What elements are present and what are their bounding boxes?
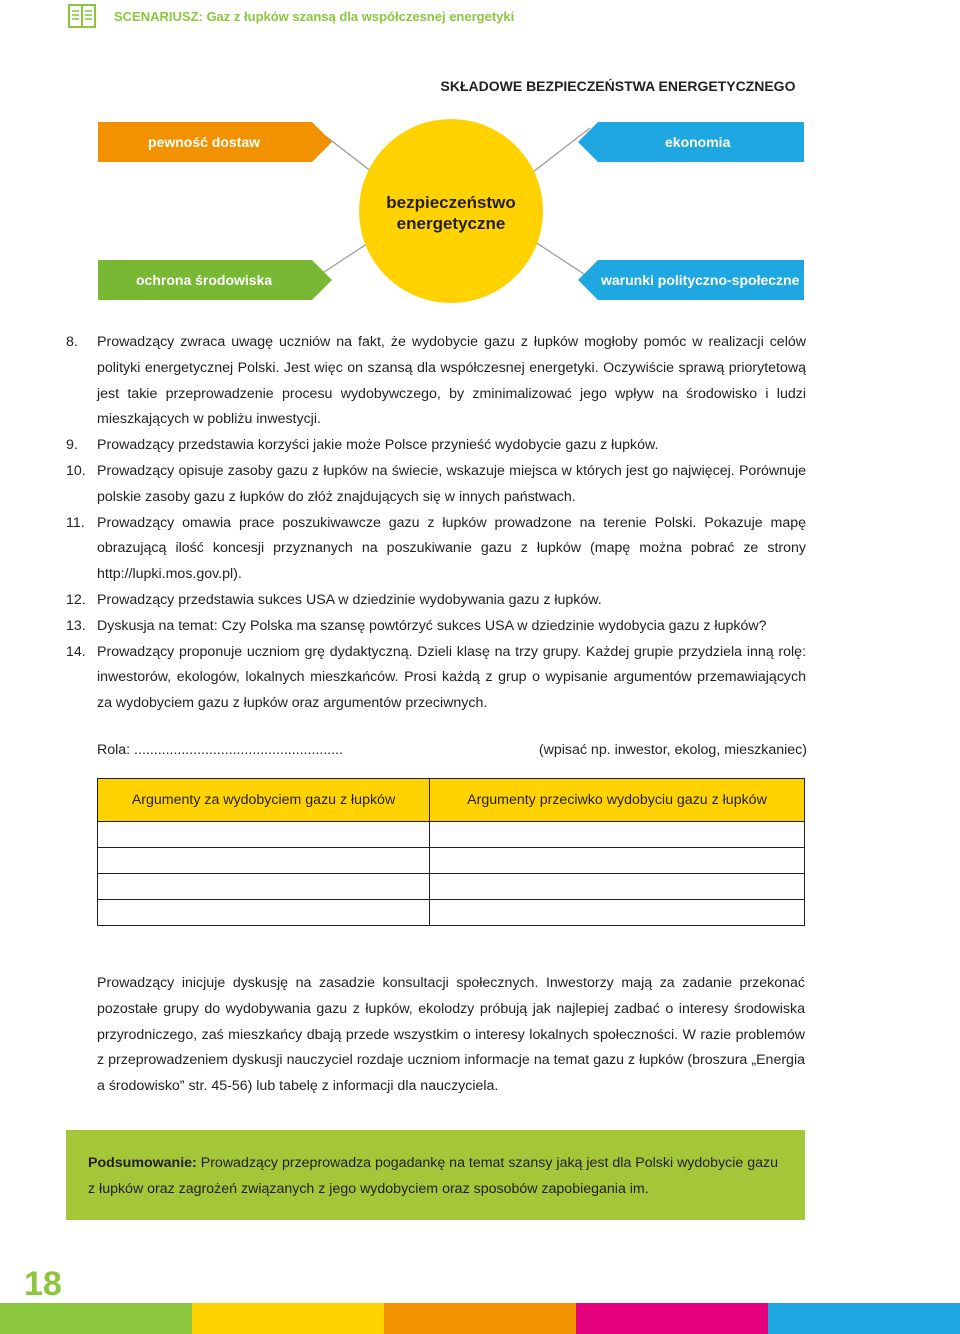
item-text: Prowadzący proponuje uczniom grę dydaktyczną. Dzieli klasę na trzy grupy. Każdej grupie przydziela inną rolę: inwestorów, ekologów, lokalnych mieszkańców. Prosi każdą z grup o wypisanie argumentów przemawiających za wydobyciem gazu z łupków oraz argumentów przeciwnych. (97, 643, 806, 712)
discussion-paragraph: Prowadzący inicjuje dyskusję na zasadzie konsultacji społecznych. Inwestorzy mają za zadanie przekonać pozostałe grupy do wydobywania gazu z łupków, ekolodzy próbują jak najlepiej zadbać o interesy środowiska przyrodniczego, zaś mieszkańcy dbają przede wszystkim o interesy lokalnych społeczności. W razie problemów z przeprowadzeniem dyskusji nauczyciel rozdaje uczniom informacje na temat gazu z łupków (broszura „Energia a środowisko” str. 45-56) lub tabelę z informacji dla nauczyciela. (97, 975, 805, 1095)
energy-security-diagram (0, 0, 960, 310)
table-cell[interactable] (430, 900, 805, 926)
table-header-row (98, 779, 805, 822)
table-row (98, 848, 805, 874)
list-item (66, 640, 806, 717)
header-title: SCENARIUSZ: Gaz z łupków szansą dla współczesnej energetyki (114, 8, 515, 24)
color-bar-segment (384, 1303, 576, 1334)
table-cell[interactable] (430, 848, 805, 874)
item-number: 9. (66, 437, 78, 454)
list-item (66, 330, 806, 433)
label-bottom-left: ochrona środowiska (136, 272, 273, 288)
item-number: 8. (66, 334, 78, 350)
page-number: 18 (24, 1265, 62, 1303)
item-number: 10. (66, 462, 86, 479)
item-text: Prowadzący opisuje zasoby gazu z łupków na świecie, wskazuje miejsca w których jest go najwięcej. Porównuje polskie zasoby gazu z łupków do złóż znajdujących się w innych państwach. (97, 462, 806, 505)
table-cell[interactable] (98, 900, 430, 926)
table-cell[interactable] (430, 822, 805, 848)
color-bar (0, 1303, 960, 1334)
color-bar-segment (192, 1303, 384, 1334)
item-text: Prowadzący przedstawia sukces USA w dziedzinie wydobywania gazu z łupków. (97, 591, 602, 608)
table-cell[interactable] (98, 822, 430, 848)
item-text: Prowadzący zwraca uwagę uczniów na fakt, że wydobycie gazu z łupków mogłoby pomóc w realizacji celów polityki energetycznej Polski. Jest więc on szansą dla współczesnej energetyki. Oczywiście sprawą priorytetową jest takie przeprowadzenie procesu wydobywczego, by zminimalizować jego wpływ na środowisko i ludzi mieszkających w pobliżu inwestycji. (97, 334, 806, 428)
list-item (66, 614, 806, 640)
list-item (66, 588, 806, 614)
color-bar-segment (576, 1303, 768, 1334)
summary-label: Podsumowanie: (88, 1155, 197, 1171)
center-label (365, 192, 537, 234)
table-row (98, 900, 805, 926)
numbered-list (66, 330, 806, 717)
summary-box (66, 1130, 805, 1220)
label-top-right: ekonomia (665, 134, 731, 150)
role-hint: (wpisać np. inwestor, ekolog, mieszkaniec) (538, 742, 807, 758)
center-line-2: energetyczne (396, 214, 506, 233)
label-top-left: pewność dostaw (148, 134, 261, 150)
table-cell[interactable] (98, 874, 430, 900)
item-text: Prowadzący omawia prace poszukiwawcze gazu z łupków prowadzone na terenie Polski. Pokazuje mapę obrazującą ilość koncesji przyznanych na poszukiwanie gazu z łupków (mapę można pobrać ze strony http://lupki.mos.gov.pl). (97, 514, 806, 583)
item-number: 14. (66, 643, 86, 660)
item-number: 12. (66, 591, 86, 608)
item-number: 13. (66, 617, 86, 634)
role-label: Rola: ..................................................... (97, 742, 343, 758)
arguments-table (97, 778, 805, 926)
item-number: 11. (66, 514, 85, 531)
color-bar-segment (0, 1303, 192, 1334)
table-row (98, 822, 805, 848)
role-field[interactable] (97, 742, 807, 758)
diagram-title: SKŁADOWE BEZPIECZEŃSTWA ENERGETYCZNEGO (440, 78, 796, 94)
summary-text: Prowadzący przeprowadza pogadankę na temat szansy jaką jest dla Polski wydobycie gazu z łupków oraz zagrożeń związanych z jego wydobyciem oraz sposobów zapobiegania im. (88, 1155, 779, 1197)
label-bottom-right: warunki polityczno-społeczne (601, 272, 800, 288)
table-cell[interactable] (430, 874, 805, 900)
list-item (66, 459, 806, 511)
list-item (66, 433, 806, 459)
center-line-1: bezpieczeństwo (386, 193, 516, 212)
item-text: Dyskusja na temat: Czy Polska ma szansę powtórzyć sukces USA w dziedzinie wydobycia gazu z łupków? (97, 617, 767, 634)
item-text: Prowadzący przedstawia korzyści jakie może Polsce przynieść wydobycie gazu z łupków. (97, 437, 659, 454)
color-bar-segment (768, 1303, 960, 1334)
header-contra: Argumenty przeciwko wydobyciu gazu z łupków (430, 779, 805, 822)
list-item (66, 511, 806, 588)
header-pro: Argumenty za wydobyciem gazu z łupków (98, 779, 430, 822)
table-row (98, 874, 805, 900)
table-cell[interactable] (98, 848, 430, 874)
